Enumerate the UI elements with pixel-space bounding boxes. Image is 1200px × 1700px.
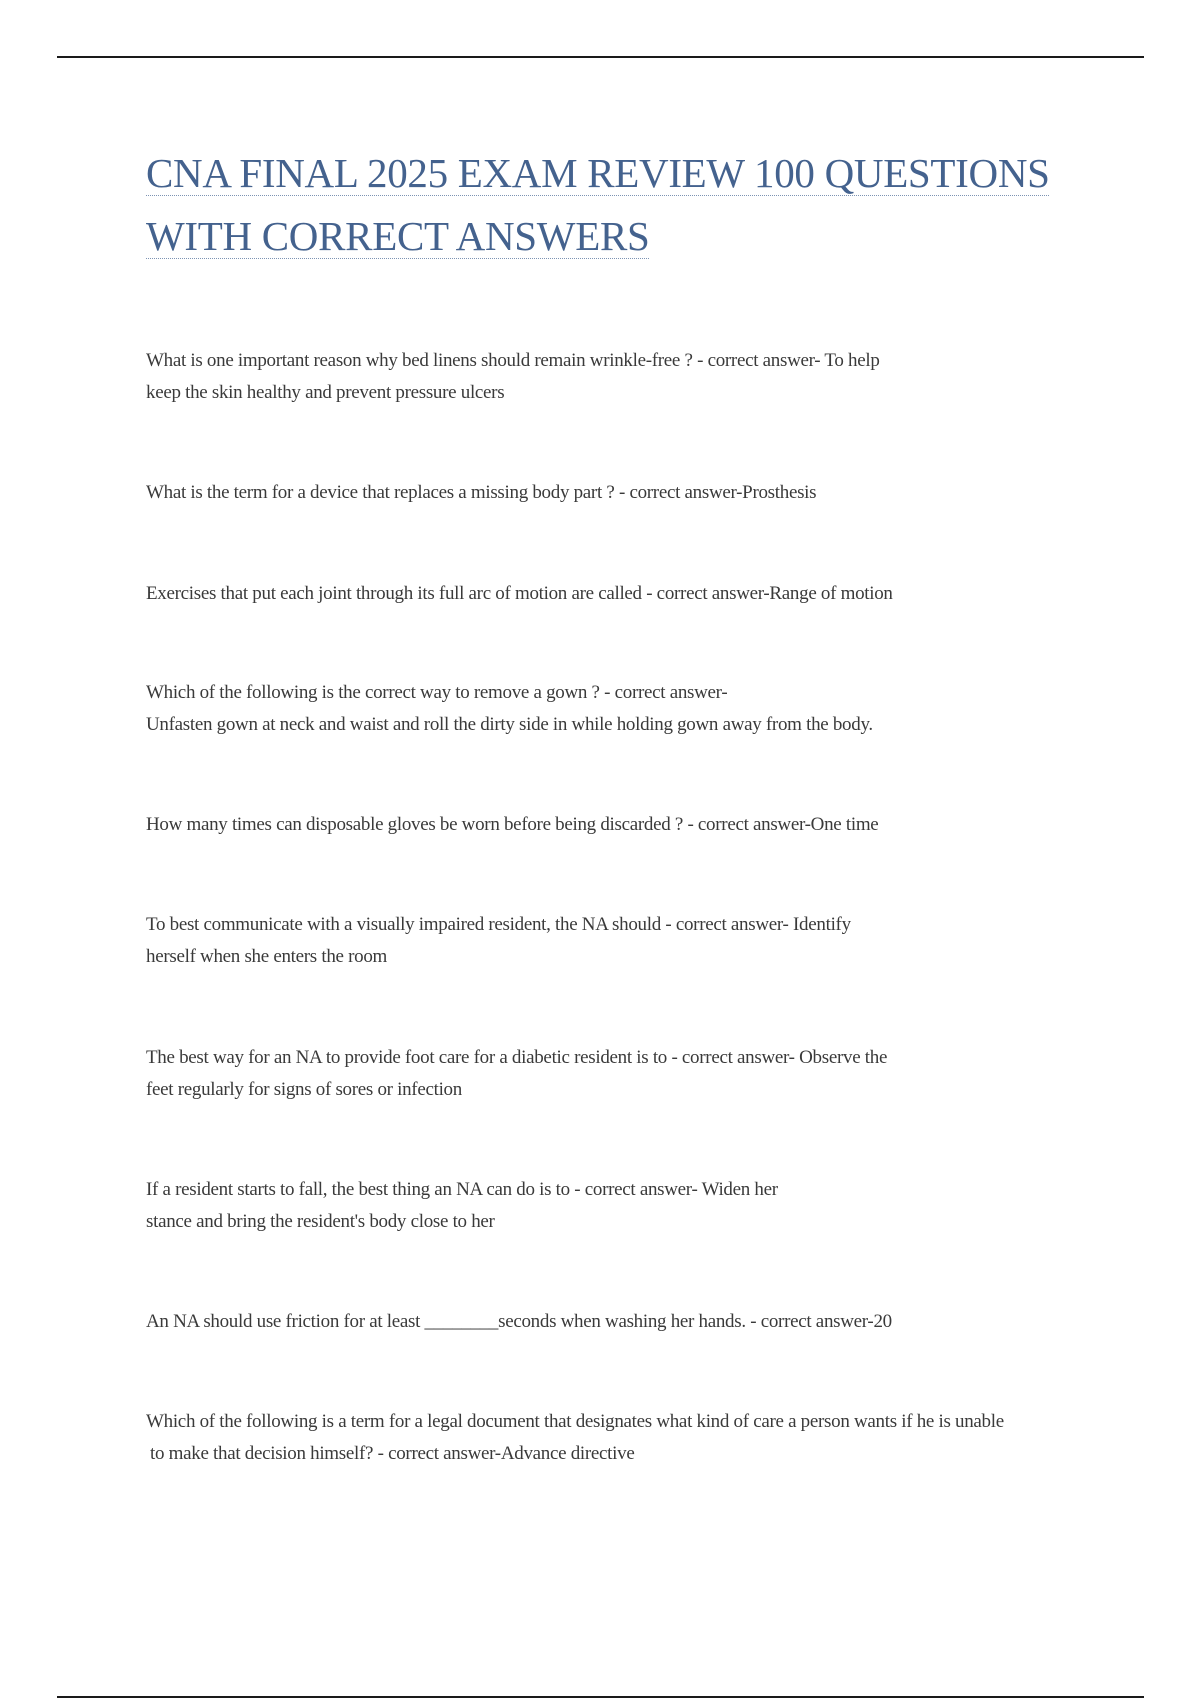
qa-text: Exercises that put each joint through its full arc of motion are called - correct answer-Range of motion xyxy=(146,583,893,604)
bottom-rule xyxy=(57,1696,1144,1698)
qa-text: Which of the following is a term for a legal document that designates what kind of care a person wants if he is unable xyxy=(146,1411,1004,1432)
title-line-2: WITH CORRECT ANSWERS xyxy=(146,213,650,259)
qa-item-3 xyxy=(146,578,1126,610)
qa-text-continued: stance and bring the resident's body close to her xyxy=(146,1211,495,1232)
qa-text: Which of the following is the correct way to remove a gown ? - correct answer- xyxy=(146,682,728,703)
qa-text: To best communicate with a visually impaired resident, the NA should - correct answer- Identify xyxy=(146,914,851,935)
qa-item-1 xyxy=(146,345,1126,409)
qa-text: What is one important reason why bed linens should remain wrinkle-free ? - correct answer- To help xyxy=(146,350,880,371)
qa-text: An NA should use friction for at least ________seconds when washing her hands. - correct answer-20 xyxy=(146,1311,892,1332)
qa-item-5 xyxy=(146,809,1126,841)
title-line-1: CNA FINAL 2025 EXAM REVIEW 100 QUESTIONS xyxy=(146,150,1050,196)
qa-text: If a resident starts to fall, the best thing an NA can do is to - correct answer- Widen her xyxy=(146,1179,778,1200)
qa-item-9 xyxy=(146,1306,1126,1338)
qa-text: What is the term for a device that replaces a missing body part ? - correct answer-Prosthesis xyxy=(146,482,817,503)
qa-item-4 xyxy=(146,677,1126,741)
document-title xyxy=(146,142,1146,268)
qa-item-2 xyxy=(146,477,1126,509)
qa-item-10 xyxy=(146,1406,1126,1470)
qa-text-continued: keep the skin healthy and prevent pressure ulcers xyxy=(146,382,505,403)
qa-item-7 xyxy=(146,1042,1126,1106)
qa-text-continued: to make that decision himself? - correct answer-Advance directive xyxy=(150,1443,635,1464)
qa-item-8 xyxy=(146,1174,1126,1238)
qa-text-continued: herself when she enters the room xyxy=(146,946,388,967)
qa-item-6 xyxy=(146,909,1126,973)
qa-text: How many times can disposable gloves be worn before being discarded ? - correct answer-One time xyxy=(146,814,879,835)
qa-text-continued: feet regularly for signs of sores or infection xyxy=(146,1079,462,1100)
top-rule xyxy=(57,56,1144,58)
qa-text-continued: Unfasten gown at neck and waist and roll the dirty side in while holding gown away from the body. xyxy=(146,714,873,735)
qa-text: The best way for an NA to provide foot care for a diabetic resident is to - correct answer- Observe the xyxy=(146,1047,888,1068)
